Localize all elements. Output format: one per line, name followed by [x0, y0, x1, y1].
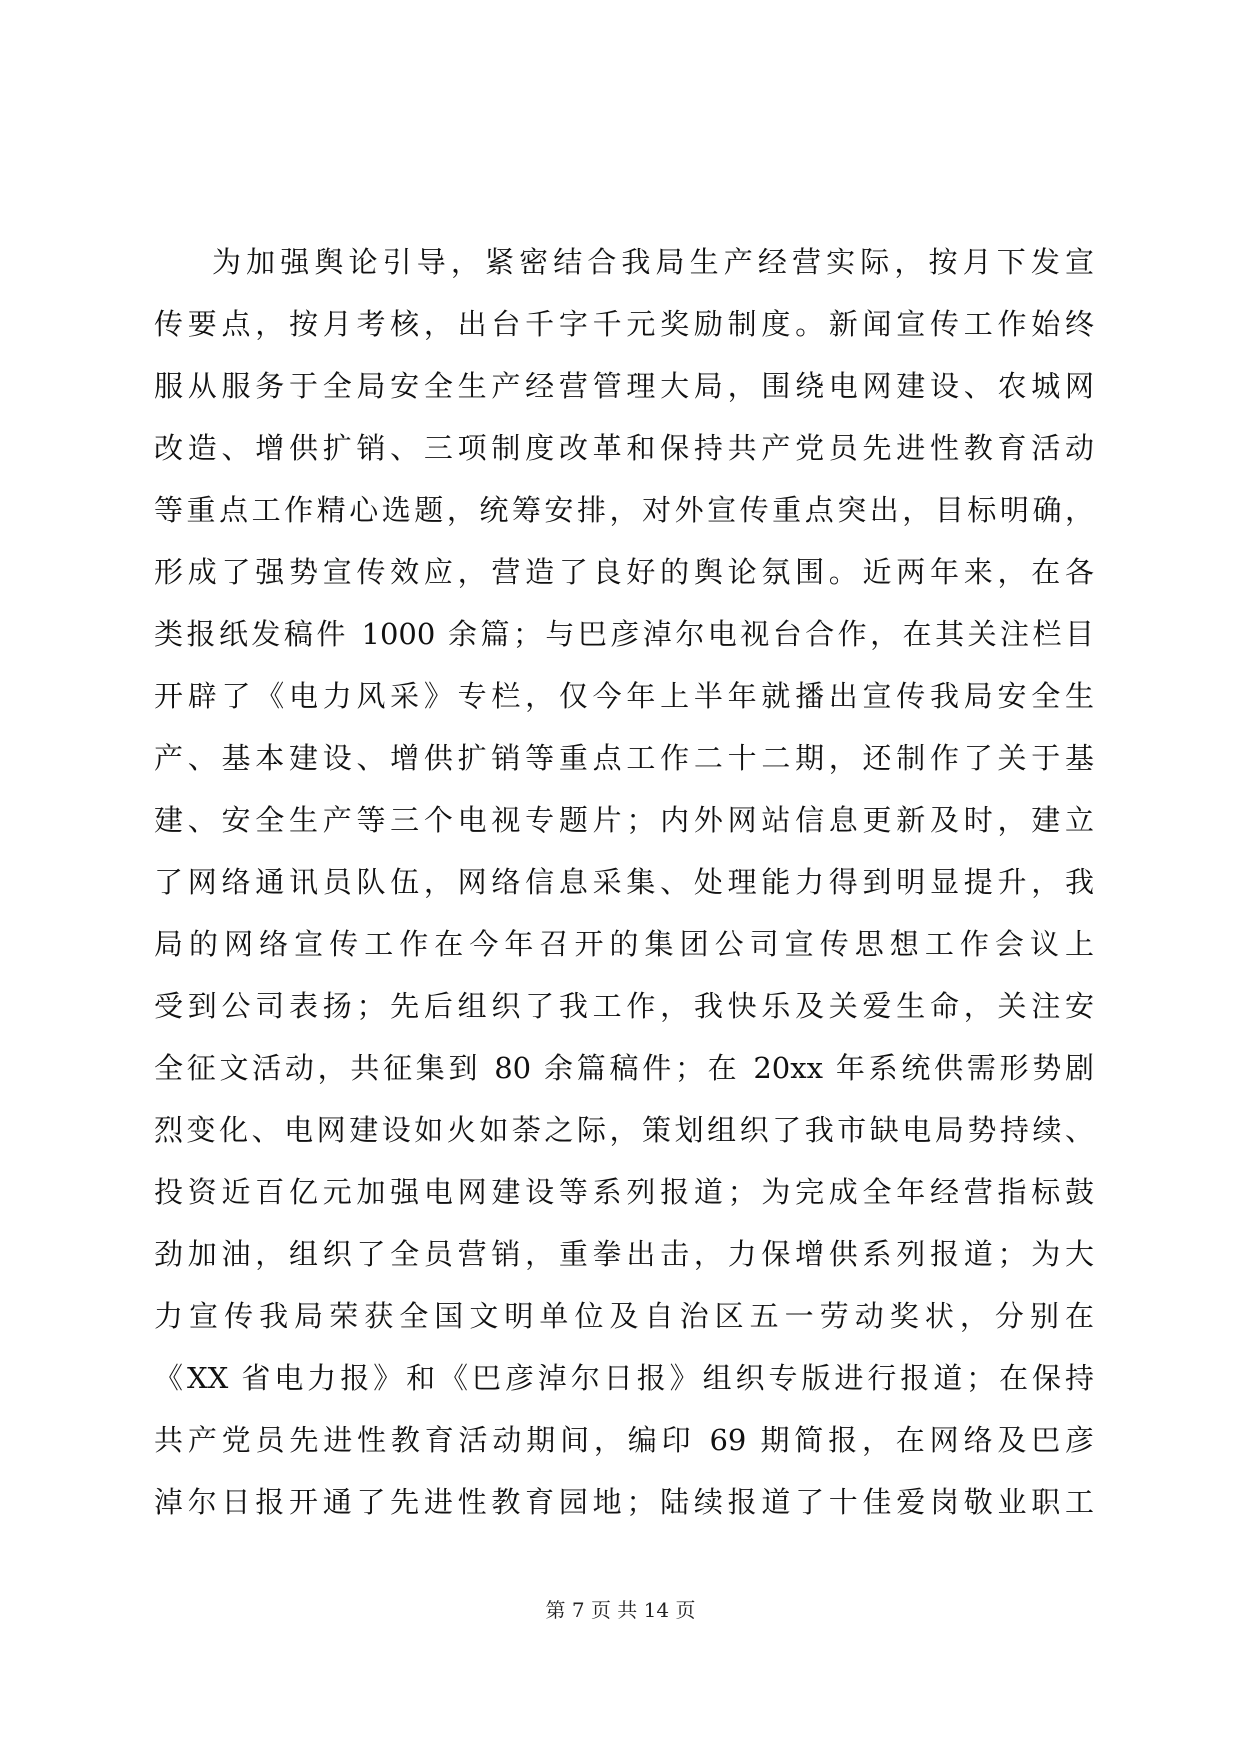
text-line: 为加强舆论引导，紧密结合我局生产经营实际，按月下发宣: [212, 245, 1094, 279]
text-line: 淖尔日报开通了先进性教育园地；陆续报道了十佳爱岗敬业职工: [154, 1485, 1094, 1519]
text-line: 全征文活动，共征集到 80 余篇稿件；在 20xx 年系统供需形势剧: [154, 1051, 1094, 1085]
text-line: 形成了强势宣传效应，营造了良好的舆论氛围。近两年来，在各: [154, 555, 1094, 589]
text-line: 劲加油，组织了全员营销，重拳出击，力保增供系列报道；为大: [154, 1237, 1094, 1271]
text-line: 产、基本建设、增供扩销等重点工作二十二期，还制作了关于基: [154, 741, 1094, 775]
text-line: 建、安全生产等三个电视专题片；内外网站信息更新及时，建立: [154, 803, 1094, 837]
text-line: 力宣传我局荣获全国文明单位及自治区五一劳动奖状，分别在: [154, 1299, 1094, 1333]
text-line: 传要点，按月考核，出台千字千元奖励制度。新闻宣传工作始终: [154, 307, 1094, 341]
text-line: 改造、增供扩销、三项制度改革和保持共产党员先进性教育活动: [154, 431, 1094, 465]
text-line: 共产党员先进性教育活动期间，编印 69 期简报，在网络及巴彦: [154, 1423, 1094, 1457]
body-paragraph: [154, 231, 1094, 1533]
text-line: 服从服务于全局安全生产经营管理大局，围绕电网建设、农城网: [154, 369, 1094, 403]
text-line: 类报纸发稿件 1000 余篇；与巴彦淖尔电视台合作，在其关注栏目: [154, 617, 1094, 651]
text-line: 等重点工作精心选题，统筹安排，对外宣传重点突出，目标明确，: [154, 493, 1094, 527]
text-line: 投资近百亿元加强电网建设等系列报道；为完成全年经营指标鼓: [154, 1175, 1094, 1209]
page-number-footer: 第 7 页 共 14 页: [545, 1598, 696, 1622]
text-line: 受到公司表扬；先后组织了我工作，我快乐及关爱生命，关注安: [154, 989, 1094, 1023]
text-line: 烈变化、电网建设如火如荼之际，策划组织了我市缺电局势持续、: [154, 1113, 1094, 1147]
text-line: 开辟了《电力风采》专栏，仅今年上半年就播出宣传我局安全生: [154, 679, 1094, 713]
text-line: 了网络通讯员队伍，网络信息采集、处理能力得到明显提升，我: [154, 865, 1094, 899]
text-line: 局的网络宣传工作在今年召开的集团公司宣传思想工作会议上: [154, 927, 1094, 961]
text-line: 《XX 省电力报》和《巴彦淖尔日报》组织专版进行报道；在保持: [154, 1361, 1094, 1395]
